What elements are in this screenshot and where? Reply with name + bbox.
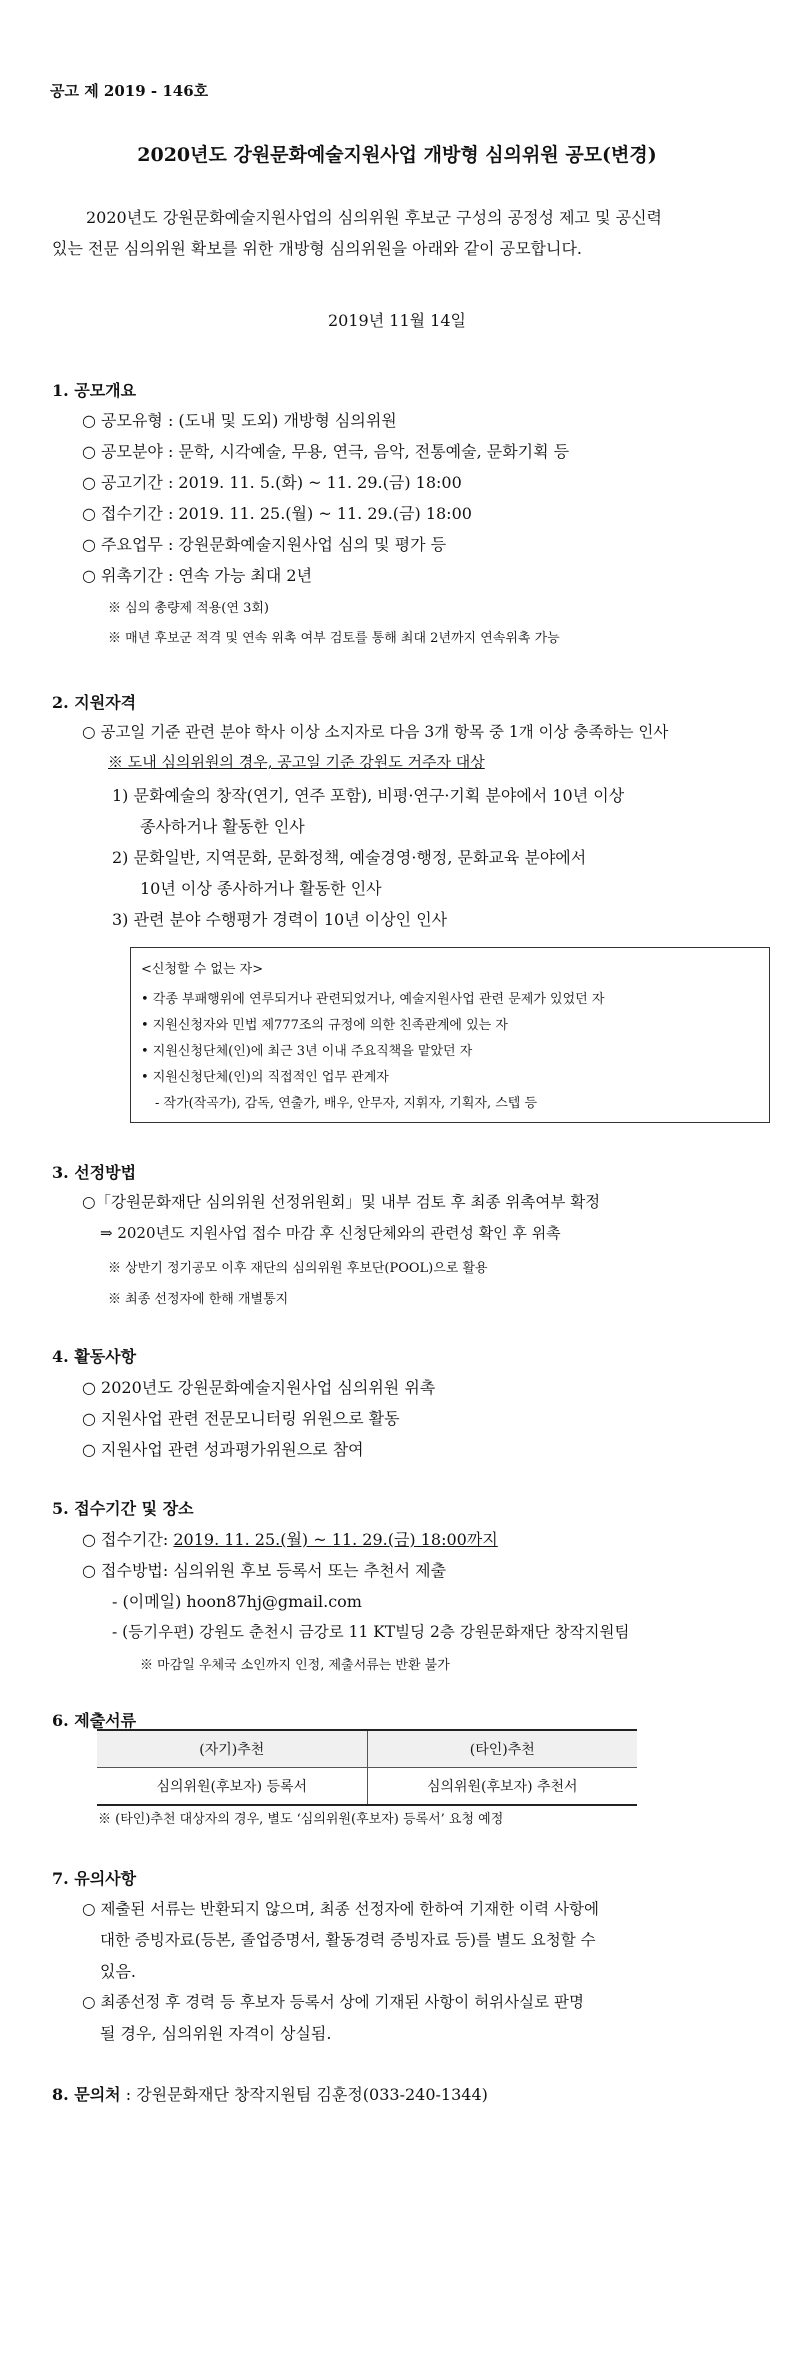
ineligible-item: • 지원신청자와 민법 제777조의 규정에 의한 친족관계에 있는 자 xyxy=(141,1018,508,1033)
documents-table xyxy=(97,1729,637,1806)
ineligible-item: - 작가(작곡가), 감독, 연출가, 배우, 안무자, 지휘자, 기획자, 스텝 등 xyxy=(155,1096,538,1111)
table-header-row xyxy=(97,1730,637,1768)
notice-date: 2019년 11월 14일 xyxy=(328,311,466,330)
s2-main: ○ 공고일 기준 관련 분야 학사 이상 소지자로 다음 3개 항목 중 1개 이상 충족하는 인사 xyxy=(82,723,669,741)
table-header-other: (타인)추천 xyxy=(367,1730,637,1768)
s3-item: ⇒ 2020년도 지원사업 접수 마감 후 신청단체와의 관련성 확인 후 위촉 xyxy=(100,1224,561,1242)
s2-note: ※ 도내 심의위원의 경우, 공고일 기준 강원도 거주자 대상 xyxy=(108,753,485,771)
s4-item: ○ 지원사업 관련 성과평가위원으로 참여 xyxy=(82,1440,364,1459)
table-row xyxy=(97,1768,637,1806)
ineligible-box xyxy=(130,947,770,1123)
s3-item: ※ 최종 선정자에 한해 개별통지 xyxy=(108,1292,289,1307)
s4-item: ○ 지원사업 관련 전문모니터링 위원으로 활동 xyxy=(82,1409,400,1428)
contact-line xyxy=(52,2082,488,2105)
s5-period xyxy=(82,1527,498,1550)
s4-item: ○ 2020년도 강원문화예술지원사업 심의위원 위촉 xyxy=(82,1378,436,1397)
section-8-heading: 8. 문의처 xyxy=(52,2085,121,2104)
section-5-heading: 5. 접수기간 및 장소 xyxy=(52,1499,194,1518)
table-cell: 심의위원(후보자) 추천서 xyxy=(367,1768,637,1806)
s3-item: ※ 상반기 정기공모 이후 재단의 심의위원 후보단(POOL)으로 활용 xyxy=(108,1261,488,1276)
section-7-heading: 7. 유의사항 xyxy=(52,1869,137,1888)
s5-post: - (등기우편) 강원도 춘천시 금강로 11 KT빌딩 2층 강원문화재단 창작지원팀 xyxy=(112,1623,630,1641)
s1-item: ○ 주요업무 : 강원문화예술지원사업 심의 및 평가 등 xyxy=(82,535,447,554)
notice-number: 공고 제 2019 - 146호 xyxy=(50,82,209,100)
section-2-heading: 2. 지원자격 xyxy=(52,693,137,712)
section-3-heading: 3. 선정방법 xyxy=(52,1163,137,1182)
section-4-heading: 4. 활동사항 xyxy=(52,1347,137,1366)
table-header-self: (자기)추천 xyxy=(97,1730,367,1768)
ineligible-item: • 각종 부패행위에 연루되거나 관련되었거나, 예술지원사업 관련 문제가 있었던 자 xyxy=(141,992,605,1007)
s7-item: 대한 증빙자료(등본, 졸업증명서, 활동경력 증빙자료 등)를 별도 요청할 수 xyxy=(100,1931,596,1949)
s6-note: ※ (타인)추천 대상자의 경우, 별도 ‘심의위원(후보자) 등록서’ 요청 예정 xyxy=(98,1812,504,1827)
s2-item: 2) 문화일반, 지역문화, 문화정책, 예술경영·행정, 문화교육 분야에서 xyxy=(112,848,587,867)
ineligible-title: <신청할 수 없는 자> xyxy=(141,962,264,977)
table-cell: 심의위원(후보자) 등록서 xyxy=(97,1768,367,1806)
ineligible-item: • 지원신청단체(인)에 최근 3년 이내 주요직책을 맡았던 자 xyxy=(141,1044,473,1059)
s7-item: 있음. xyxy=(100,1962,136,1981)
intro-line-1: 2020년도 강원문화예술지원사업의 심의위원 후보군 구성의 공정성 제고 및 공신력 xyxy=(86,208,662,227)
s7-item: ○ 제출된 서류는 반환되지 않으며, 최종 선정자에 한하여 기재한 이력 사항에 xyxy=(82,1900,599,1918)
s5-period-label: ○ 접수기간: xyxy=(82,1530,169,1549)
s5-method: ○ 접수방법: 심의위원 후보 등록서 또는 추천서 제출 xyxy=(82,1561,447,1580)
s5-period-value: 2019. 11. 25.(월) ~ 11. 29.(금) 18:00까지 xyxy=(173,1530,498,1549)
s5-note: ※ 마감일 우체국 소인까지 인정, 제출서류는 반환 불가 xyxy=(140,1658,450,1673)
s1-item: ○ 공고기간 : 2019. 11. 5.(화) ~ 11. 29.(금) 18:00 xyxy=(82,473,462,492)
s2-item: 10년 이상 종사하거나 활동한 인사 xyxy=(140,879,382,898)
contact-text: : 강원문화재단 창작지원팀 김훈정(033-240-1344) xyxy=(125,2085,488,2104)
s2-item: 종사하거나 활동한 인사 xyxy=(140,817,305,836)
s1-note: ※ 매년 후보군 적격 및 연속 위촉 여부 검토를 통해 최대 2년까지 연속위촉 가능 xyxy=(108,631,560,646)
s2-item: 3) 관련 분야 수행평가 경력이 10년 이상인 인사 xyxy=(112,910,448,929)
s2-item: 1) 문화예술의 창작(연기, 연주 포함), 비평·연구·기획 분야에서 10년 이상 xyxy=(112,786,625,805)
s1-item: ○ 위촉기간 : 연속 가능 최대 2년 xyxy=(82,566,313,585)
s7-item: 될 경우, 심의위원 자격이 상실됨. xyxy=(100,2024,332,2043)
section-6-heading: 6. 제출서류 xyxy=(52,1711,137,1730)
s5-email: - (이메일) hoon87hj@gmail.com xyxy=(112,1592,362,1611)
page-title: 2020년도 강원문화예술지원사업 개방형 심의위원 공모(변경) xyxy=(137,144,657,166)
s1-item: ○ 접수기간 : 2019. 11. 25.(월) ~ 11. 29.(금) 18:00 xyxy=(82,504,472,523)
section-1-heading: 1. 공모개요 xyxy=(52,381,137,400)
intro-line-2: 있는 전문 심의위원 확보를 위한 개방형 심의위원을 아래와 같이 공모합니다. xyxy=(52,239,582,258)
s1-item: ○ 공모유형 : (도내 및 도외) 개방형 심의위원 xyxy=(82,411,397,430)
ineligible-item: • 지원신청단체(인)의 직접적인 업무 관계자 xyxy=(141,1070,389,1085)
s1-note: ※ 심의 총량제 적용(연 3회) xyxy=(108,601,269,616)
s3-item: ○「강원문화재단 심의위원 선정위원회」및 내부 검토 후 최종 위촉여부 확정 xyxy=(82,1193,601,1211)
s1-item: ○ 공모분야 : 문학, 시각예술, 무용, 연극, 음악, 전통예술, 문화기획 등 xyxy=(82,442,570,461)
s7-item: ○ 최종선정 후 경력 등 후보자 등록서 상에 기재된 사항이 허위사실로 판명 xyxy=(82,1993,584,2011)
